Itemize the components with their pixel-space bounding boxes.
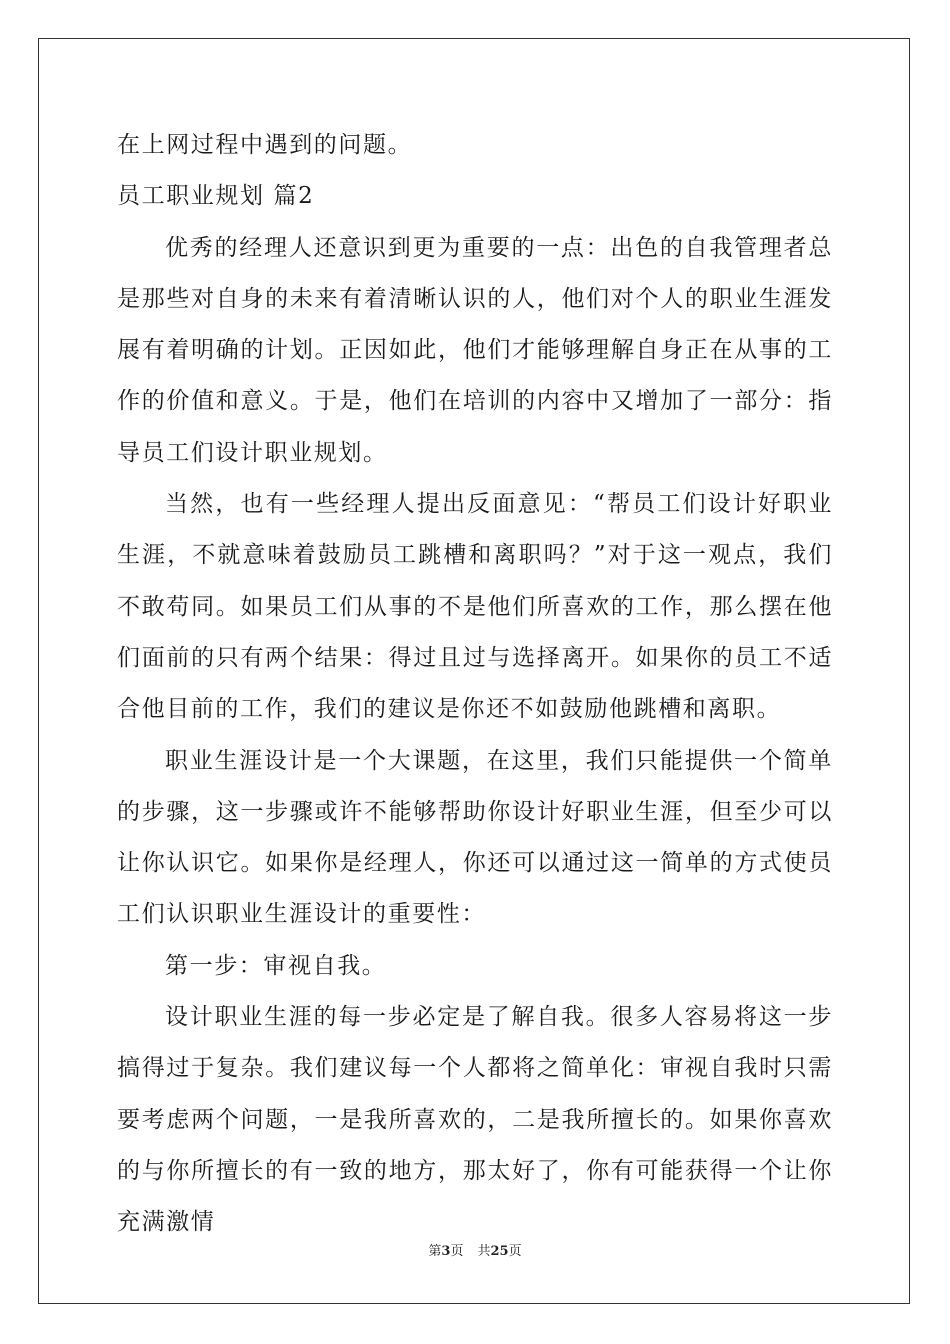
section-heading: 员工职业规划 篇2 — [117, 183, 315, 210]
paragraph-continuation: 在上网过程中遇到的问题。 — [117, 132, 413, 158]
page-footer — [0, 1240, 950, 1259]
footer-prefix: 第 — [428, 1244, 442, 1259]
document-body — [117, 120, 833, 1249]
step-heading: 第一步：审视自我。 — [165, 952, 387, 979]
paragraph: 优秀的经理人还意识到更为重要的一点：出色的自我管理者总是那些对自身的未来有着清晰认识的人，他们对个人的职业生涯发展有着明确的计划。正因如此，他们才能够理解自身正在从事的工作的价值和意义。于是，他们在培训的内容中又增加了一部分：指导员工们设计职业规划。 — [117, 234, 833, 466]
paragraph: 设计职业生涯的每一步必定是了解自我。很多人容易将这一步搞得过于复杂。我们建议每一个人都将之简单化：审视自我时只需要考虑两个问题，一是我所喜欢的，二是我所擅长的。如果你喜欢的与你所擅长的有一致的地方，那太好了，你有可能获得一个让你充满激情 — [117, 1004, 833, 1236]
paragraph: 职业生涯设计是一个大课题，在这里，我们只能提供一个简单的步骤，这一步骤或许不能够帮助你设计好职业生涯，但至少可以让你认识它。如果你是经理人，你还可以通过这一简单的方式使员工们认识职业生涯设计的重要性： — [117, 747, 833, 928]
current-page-number: 3 — [441, 1244, 451, 1259]
footer-total-unit: 页 — [508, 1244, 522, 1259]
footer-page-unit: 页 — [450, 1244, 464, 1259]
paragraph: 当然，也有一些经理人提出反面意见：“帮员工们设计好职业生涯，不就意味着鼓励员工跳槽和离职吗？”对于这一观点，我们不敢苟同。如果员工们从事的不是他们所喜欢的工作，那么摆在他们面前的只有两个结果：得过且过与选择离开。如果你的员工不适合他目前的工作，我们的建议是你还不如鼓励他跳槽和离职。 — [117, 491, 833, 723]
total-pages-number: 25 — [490, 1244, 509, 1259]
footer-total-prefix: 共 — [477, 1244, 491, 1259]
